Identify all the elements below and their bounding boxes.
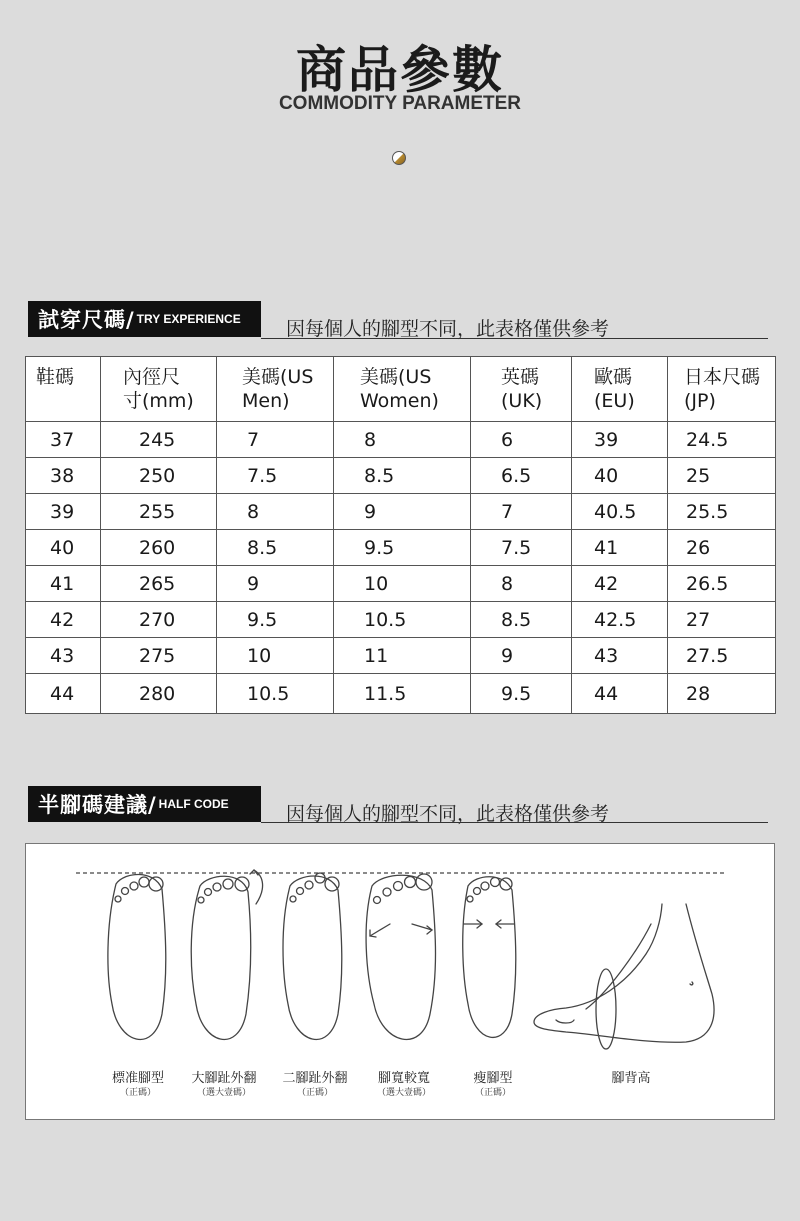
table-cell: 7.5	[471, 530, 572, 566]
foot-type-advice: （正碼）	[119, 1088, 156, 1098]
table-cell: 9.5	[217, 602, 334, 638]
foot-type-panel	[25, 843, 775, 1120]
table-cell: 43	[572, 638, 668, 674]
col-header-jp: 日本尺碼 (JP)	[668, 357, 776, 422]
foot-type-name: 二腳趾外翻	[282, 1071, 348, 1086]
foot-type-name: 大腳趾外翻	[191, 1071, 257, 1086]
table-cell: 42	[26, 602, 101, 638]
table-row	[26, 530, 776, 566]
foot-type-label	[576, 1071, 686, 1086]
table-cell: 280	[101, 674, 217, 714]
table-cell: 8	[334, 422, 471, 458]
col-header-us-women: 美碼(US Women)	[334, 357, 471, 422]
table-row	[26, 674, 776, 714]
slim-foot-icon	[463, 877, 516, 1038]
table-cell: 25	[668, 458, 776, 494]
table-cell: 40.5	[572, 494, 668, 530]
table-row	[26, 638, 776, 674]
table-cell: 27.5	[668, 638, 776, 674]
size-note: 因每個人的腳型不同，此表格僅供參考	[286, 318, 610, 340]
table-cell: 25.5	[668, 494, 776, 530]
table-cell: 9	[334, 494, 471, 530]
table-cell: 250	[101, 458, 217, 494]
table-cell: 7	[217, 422, 334, 458]
foot-type-label	[438, 1071, 548, 1101]
second-toe-foot-icon	[283, 873, 342, 1039]
table-cell: 275	[101, 638, 217, 674]
table-cell: 8.5	[217, 530, 334, 566]
foot-type-name: 標准腳型	[111, 1071, 164, 1086]
table-cell: 8	[217, 494, 334, 530]
table-row	[26, 458, 776, 494]
size-table-header-row	[26, 357, 776, 422]
table-cell: 245	[101, 422, 217, 458]
table-cell: 27	[668, 602, 776, 638]
try-experience-heading	[28, 301, 261, 337]
table-cell: 7	[471, 494, 572, 530]
table-cell: 39	[26, 494, 101, 530]
table-cell: 9.5	[471, 674, 572, 714]
table-cell: 6	[471, 422, 572, 458]
table-cell: 255	[101, 494, 217, 530]
col-header-uk: 英碼 (UK)	[471, 357, 572, 422]
table-cell: 9.5	[334, 530, 471, 566]
table-cell: 265	[101, 566, 217, 602]
table-cell: 40	[572, 458, 668, 494]
table-cell: 11.5	[334, 674, 471, 714]
half-code-heading-cn: 半腳碼建議/	[38, 793, 157, 817]
table-cell: 39	[572, 422, 668, 458]
size-table	[25, 356, 776, 714]
half-code-heading	[28, 786, 261, 822]
table-cell: 38	[26, 458, 101, 494]
table-cell: 7.5	[217, 458, 334, 494]
table-row	[26, 494, 776, 530]
table-cell: 44	[26, 674, 101, 714]
table-row	[26, 566, 776, 602]
table-cell: 26.5	[668, 566, 776, 602]
page-subtitle: COMMODITY PARAMETER	[278, 93, 522, 114]
section-divider-2	[261, 822, 768, 823]
table-cell: 10.5	[217, 674, 334, 714]
table-cell: 10	[334, 566, 471, 602]
foot-type-advice: （選大壹碼）	[376, 1088, 431, 1098]
col-header-shoe-size: 鞋碼	[26, 357, 101, 422]
table-cell: 8.5	[471, 602, 572, 638]
foot-type-advice: （選大壹碼）	[196, 1088, 251, 1098]
half-code-heading-en: HALF CODE	[158, 797, 229, 811]
table-cell: 9	[217, 566, 334, 602]
table-cell: 40	[26, 530, 101, 566]
table-cell: 8.5	[334, 458, 471, 494]
foot-type-name: 腳寬較寬	[377, 1071, 430, 1086]
foot-type-name: 瘦腳型	[473, 1071, 513, 1086]
foot-type-name: 腳背高	[611, 1071, 651, 1086]
section-divider	[261, 338, 768, 339]
table-cell: 43	[26, 638, 101, 674]
table-cell: 41	[572, 530, 668, 566]
table-cell: 26	[668, 530, 776, 566]
foot-type-advice: （正碼）	[474, 1088, 511, 1098]
high-instep-foot-icon	[534, 904, 714, 1049]
table-cell: 11	[334, 638, 471, 674]
table-cell: 37	[26, 422, 101, 458]
standard-foot-icon	[108, 874, 166, 1039]
table-cell: 42	[572, 566, 668, 602]
half-code-note: 因每個人的腳型不同，此表格僅供參考	[286, 803, 610, 825]
table-cell: 28	[668, 674, 776, 714]
table-cell: 260	[101, 530, 217, 566]
col-header-us-men: 美碼(US Men)	[217, 357, 334, 422]
table-cell: 42.5	[572, 602, 668, 638]
wide-foot-icon	[366, 874, 435, 1039]
page-title: 商品參數	[296, 41, 504, 99]
bunion-foot-icon	[191, 870, 262, 1039]
table-row	[26, 602, 776, 638]
table-cell: 8	[471, 566, 572, 602]
try-experience-heading-en: TRY EXPERIENCE	[136, 312, 241, 326]
col-header-inner-length: 內徑尺 寸(mm)	[101, 357, 217, 422]
table-cell: 41	[26, 566, 101, 602]
table-cell: 24.5	[668, 422, 776, 458]
table-cell: 10	[217, 638, 334, 674]
table-cell: 10.5	[334, 602, 471, 638]
table-cell: 6.5	[471, 458, 572, 494]
table-cell: 270	[101, 602, 217, 638]
try-experience-heading-cn: 試穿尺碼/	[38, 308, 135, 332]
decorative-dot-icon	[392, 151, 406, 165]
foot-type-advice: （正碼）	[296, 1088, 333, 1098]
table-cell: 44	[572, 674, 668, 714]
col-header-eu: 歐碼 (EU)	[572, 357, 668, 422]
table-row	[26, 422, 776, 458]
table-cell: 9	[471, 638, 572, 674]
